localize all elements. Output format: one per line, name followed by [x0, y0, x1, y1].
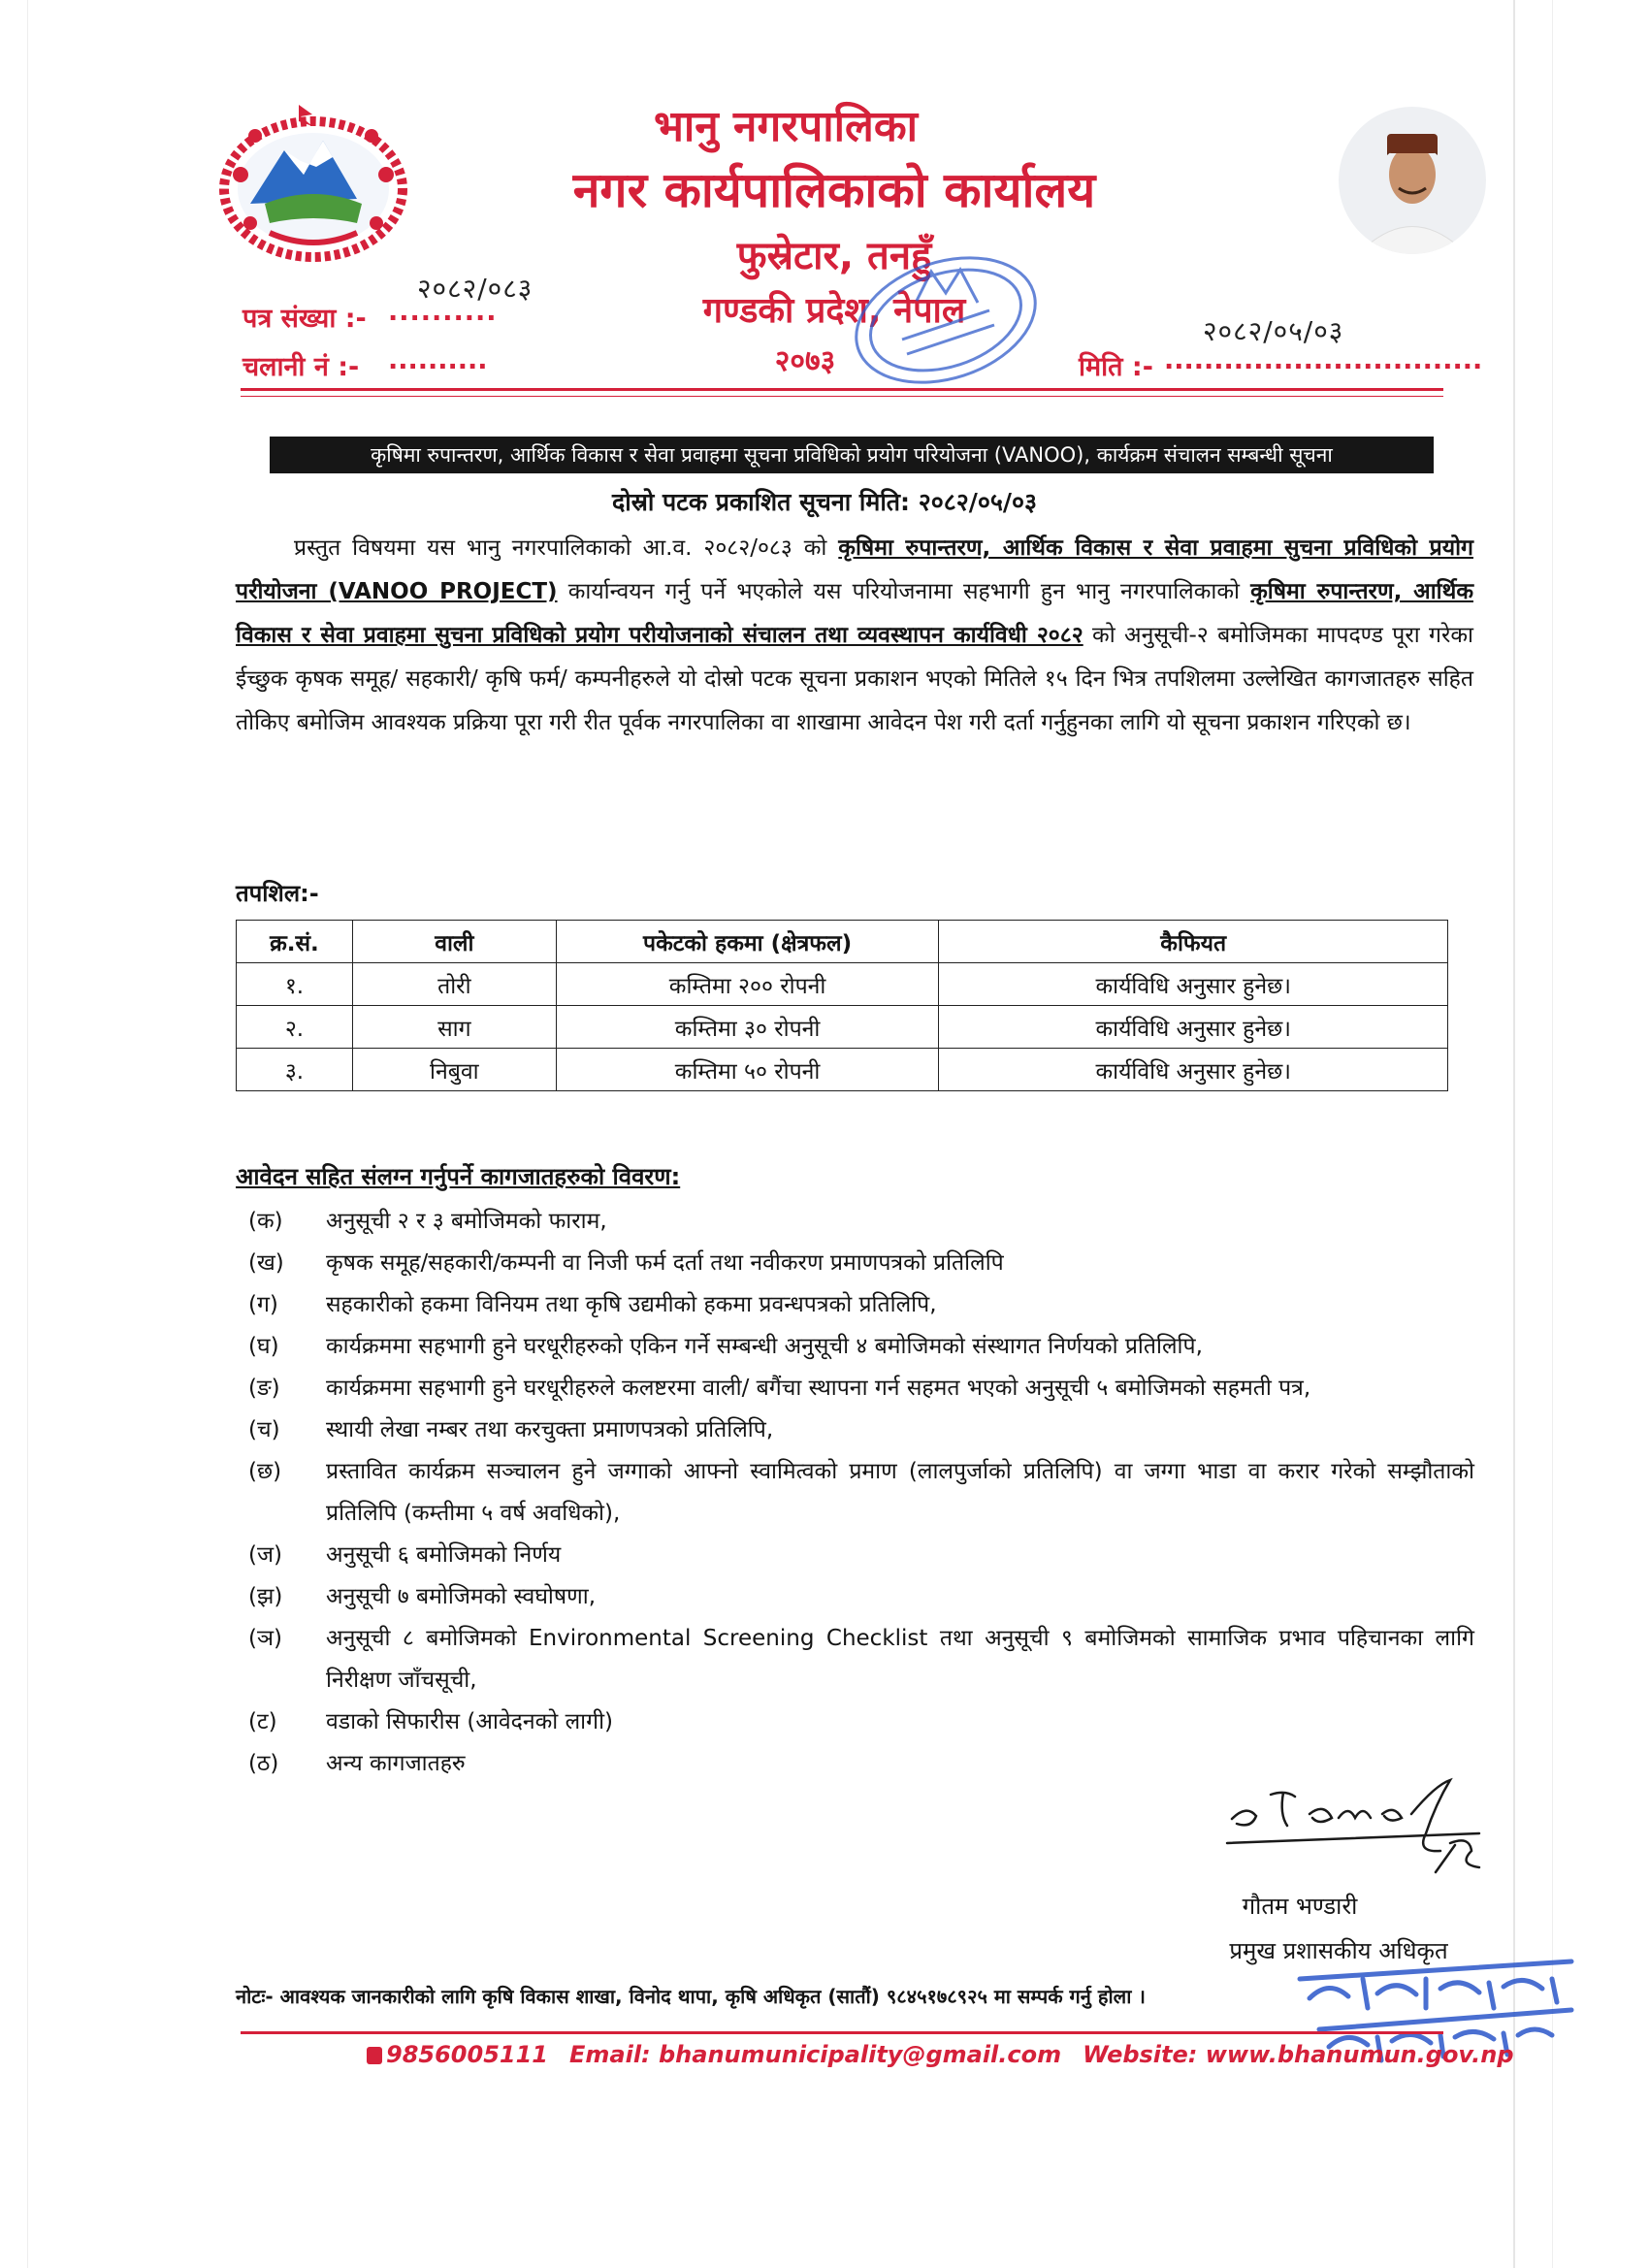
- office-name: नगर कार्यपालिकाको कार्यालय: [572, 162, 1096, 218]
- table-cell: कार्यविधि अनुसार हुनेछ।: [939, 1006, 1448, 1049]
- municipality-name: भानु नगरपालिका: [653, 102, 919, 151]
- list-item-text: वडाको सिफारीस (आवेदनको लागी): [326, 1709, 614, 1734]
- list-item-text: प्रस्तावित कार्यक्रम सञ्चालन हुने जग्गाको आफ्नो स्वामित्वको प्रमाण (लालपुर्जाको प्रतिलिपि) वा जग्गा भाडा वा करार गरेको सम्झौताको प्रतिलिपि (कम्तीमा ५ वर्ष अवधिको),: [326, 1459, 1474, 1526]
- table-header-cell: वाली: [352, 921, 556, 963]
- scan-edge-right: [1513, 0, 1515, 2268]
- list-item-text: कार्यक्रममा सहभागी हुने घरधूरीहरुले कलष्टरमा वाली/ बगैंचा स्थापना गर्न सहमत भएको अनुसूची ५ बमोजिमको सहमती पत्र,: [326, 1376, 1311, 1401]
- office-address: फुस्रेटार, तनहुँ: [736, 234, 932, 278]
- header-divider-thin: [241, 396, 1443, 397]
- list-item-text: अनुसूची ८ बमोजिमको Environmental Screening Checklist तथा अनुसूची ९ बमोजिमको सामाजिक प्रभाव पहिचानका लागि निरीक्षण जाँचसूची,: [326, 1626, 1474, 1693]
- signer-name: गौतम भण्डारी: [1242, 1893, 1358, 1920]
- contact-note: नोटः- आवश्यक जानकारीको लागि कृषि विकास शाखा, विनोद थापा, कृषि अधिकृत (सातौं) ९८४५१७८९२५ मा सम्पर्क गर्नु होला ।: [236, 1985, 1146, 2008]
- footer-email: Email: bhanumunicipality@gmail.com: [569, 2041, 1062, 2068]
- list-marker: (झ): [248, 1584, 283, 1609]
- footer-divider: [241, 2031, 1443, 2034]
- signer-title: प्रमुख प्रशासकीय अधिकृत: [1229, 1937, 1448, 1964]
- letter-number-label: पत्र संख्या :-: [242, 304, 367, 334]
- table-cell: निबुवा: [352, 1049, 556, 1091]
- table-row: [237, 963, 1448, 1006]
- table-cell: २.: [237, 1006, 353, 1049]
- table-row: [237, 1049, 1448, 1091]
- body-procedure-name: कृषिमा रुपान्तरण, आर्थिक विकास र सेवा प्रवाहमा सुचना प्रविधिको प्रयोग परीयोजनाको संचालन तथा व्यवस्थापन कार्यविधी २०८२: [236, 579, 1473, 648]
- list-item-text: अनुसूची २ र ३ बमोजिमको फाराम,: [326, 1209, 607, 1234]
- notice-subject: कृषिमा रुपान्तरण, आर्थिक विकास र सेवा प्रवाहमा सूचना प्रविधिको प्रयोग परियोजना (VANOO), कार्यक्रम संचालन सम्बन्धी सूचना: [270, 437, 1434, 473]
- table-cell: कम्तिमा ३० रोपनी: [556, 1006, 939, 1049]
- list-marker: (ट): [248, 1709, 277, 1734]
- date-dots: ................................: [1164, 345, 1483, 375]
- office-stamp-icon: [824, 233, 1067, 407]
- table-cell: १.: [237, 963, 353, 1006]
- list-item-text: अनुसूची ६ बमोजिमको निर्णय: [326, 1542, 562, 1568]
- handwritten-signature: [1217, 1775, 1508, 1882]
- date-handwritten: २०८२/०५/०३: [1203, 315, 1344, 347]
- nepal-emblem-icon: [211, 97, 415, 272]
- table-cell: कार्यविधि अनुसार हुनेछ।: [939, 1049, 1448, 1091]
- list-item-text: अन्य कागजातहरु: [326, 1751, 466, 1776]
- body-project-name: कृषिमा रुपान्तरण, आर्थिक विकास र सेवा प्रवाहमा सुचना प्रविधिको प्रयोग परीयोजना (VANOO PROJECT): [236, 535, 1473, 604]
- table-cell: ३.: [237, 1049, 353, 1091]
- list-item: [242, 1201, 1474, 1243]
- documents-list: [242, 1201, 1474, 1785]
- list-item: [242, 1576, 1474, 1618]
- list-item-text: स्थायी लेखा नम्बर तथा करचुक्ता प्रमाणपत्रको प्रतिलिपि,: [326, 1417, 774, 1442]
- table-cell: कम्तिमा ५० रोपनी: [556, 1049, 939, 1091]
- list-marker: (ङ): [248, 1376, 280, 1401]
- body-text-3: को अनुसूची-२ बमोजिमका मापदण्ड पूरा गरेका ईच्छुक कृषक समूह/ सहकारी/ कृषि फर्म/ कम्पनीहरुले यो दोस्रो पटक सूचना प्रकाशन भएको मितिले १५ दिन भित्र तपशिलमा उल्लेखित कागजातहरु सहित तोकिए बमोजिम आवश्यक प्रक्रिया पूरा गरी रीत पूर्वक नगरपालिका वा शाखामा आवेदन पेश गरी दर्ता गर्नुहुनका लागि यो सूचना प्रकाशन गरिएको छ।: [236, 623, 1474, 735]
- table-header-cell: कैफियत: [939, 921, 1448, 963]
- date-label: मिति :-: [1079, 352, 1153, 382]
- letter-number-handwritten: २०८२/०८३: [417, 273, 534, 305]
- list-item: [242, 1451, 1474, 1535]
- footer-phone: 9856005111: [386, 2041, 548, 2068]
- list-marker: (ञ): [248, 1626, 283, 1651]
- table-cell: कम्तिमा २०० रोपनी: [556, 963, 939, 1006]
- portrait-photo: [1337, 105, 1488, 256]
- list-marker: (च): [248, 1417, 280, 1442]
- list-item: [242, 1535, 1474, 1576]
- list-item: [242, 1618, 1474, 1701]
- table-cell: कार्यविधि अनुसार हुनेछ।: [939, 963, 1448, 1006]
- dispatch-number-dots: ..........: [388, 345, 488, 375]
- body-text-2: कार्यान्वयन गर्नु पर्ने भएकोले यस परियोजनामा सहभागी हुन भानु नगरपालिकाको: [557, 579, 1251, 604]
- list-item-text: अनुसूची ७ बमोजिमको स्वघोषणा,: [326, 1584, 597, 1609]
- list-marker: (ज): [248, 1542, 283, 1568]
- list-item-text: सहकारीको हकमा विनियम तथा कृषि उद्यमीको हकमा प्रवन्धपत्रको प्रतिलिपि,: [326, 1292, 937, 1317]
- table-row: [237, 1006, 1448, 1049]
- body-text-1: प्रस्तुत विषयमा यस भानु नगरपालिकाको आ.व. २०८२/०८३ को: [294, 535, 839, 561]
- scan-edge-right-faint: [1552, 0, 1553, 2268]
- list-marker: (क): [248, 1209, 283, 1234]
- list-marker: (छ): [248, 1459, 282, 1484]
- list-marker: (ख): [248, 1250, 284, 1276]
- table-header-row: [237, 921, 1448, 963]
- list-item-text: कृषक समूह/सहकारी/कम्पनी वा निजी फर्म दर्ता तथा नवीकरण प्रमाणपत्रको प्रतिलिपि: [326, 1250, 1004, 1276]
- list-item: [242, 1409, 1474, 1451]
- publish-date-line: दोस्रो पटक प्रकाशित सूचना मिति: २०८२/०५/०३: [611, 488, 1038, 516]
- header-divider: [241, 388, 1443, 391]
- table-cell: तोरी: [352, 963, 556, 1006]
- table-header-cell: क्र.सं.: [237, 921, 353, 963]
- dispatch-number-label: चलानी नं :-: [242, 352, 360, 382]
- list-item: [242, 1701, 1474, 1743]
- list-item: [242, 1243, 1474, 1284]
- crop-pocket-table: [236, 920, 1448, 1091]
- list-item-text: कार्यक्रममा सहभागी हुने घरधूरीहरुको एकिन गर्ने सम्बन्धी अनुसूची ४ बमोजिमको संस्थागत निर्णयको प्रतिलिपि,: [326, 1334, 1203, 1359]
- list-item: [242, 1368, 1474, 1409]
- details-label: तपशिल:-: [236, 880, 319, 907]
- list-marker: (ग): [248, 1292, 278, 1317]
- notice-body: [236, 527, 1473, 745]
- established-year: २०७३: [774, 344, 836, 378]
- list-item: [242, 1284, 1474, 1326]
- documents-heading: आवेदन सहित संलग्न गर्नुपर्ने कागजातहरुको विवरण:: [236, 1163, 681, 1190]
- scan-edge-left: [27, 0, 28, 2268]
- list-marker: (ठ): [248, 1751, 279, 1776]
- letter-number-dots: ..........: [388, 297, 498, 327]
- footer-website: Website: www.bhanumun.gov.np: [1083, 2041, 1514, 2068]
- list-marker: (घ): [248, 1334, 279, 1359]
- phone-icon: [367, 2047, 382, 2064]
- table-cell: साग: [352, 1006, 556, 1049]
- footer-contact: [367, 2041, 1514, 2068]
- list-item: [242, 1326, 1474, 1368]
- office-province: गण्डकी प्रदेश, नेपाल: [702, 291, 966, 331]
- table-header-cell: पकेटको हकमा (क्षेत्रफल): [556, 921, 939, 963]
